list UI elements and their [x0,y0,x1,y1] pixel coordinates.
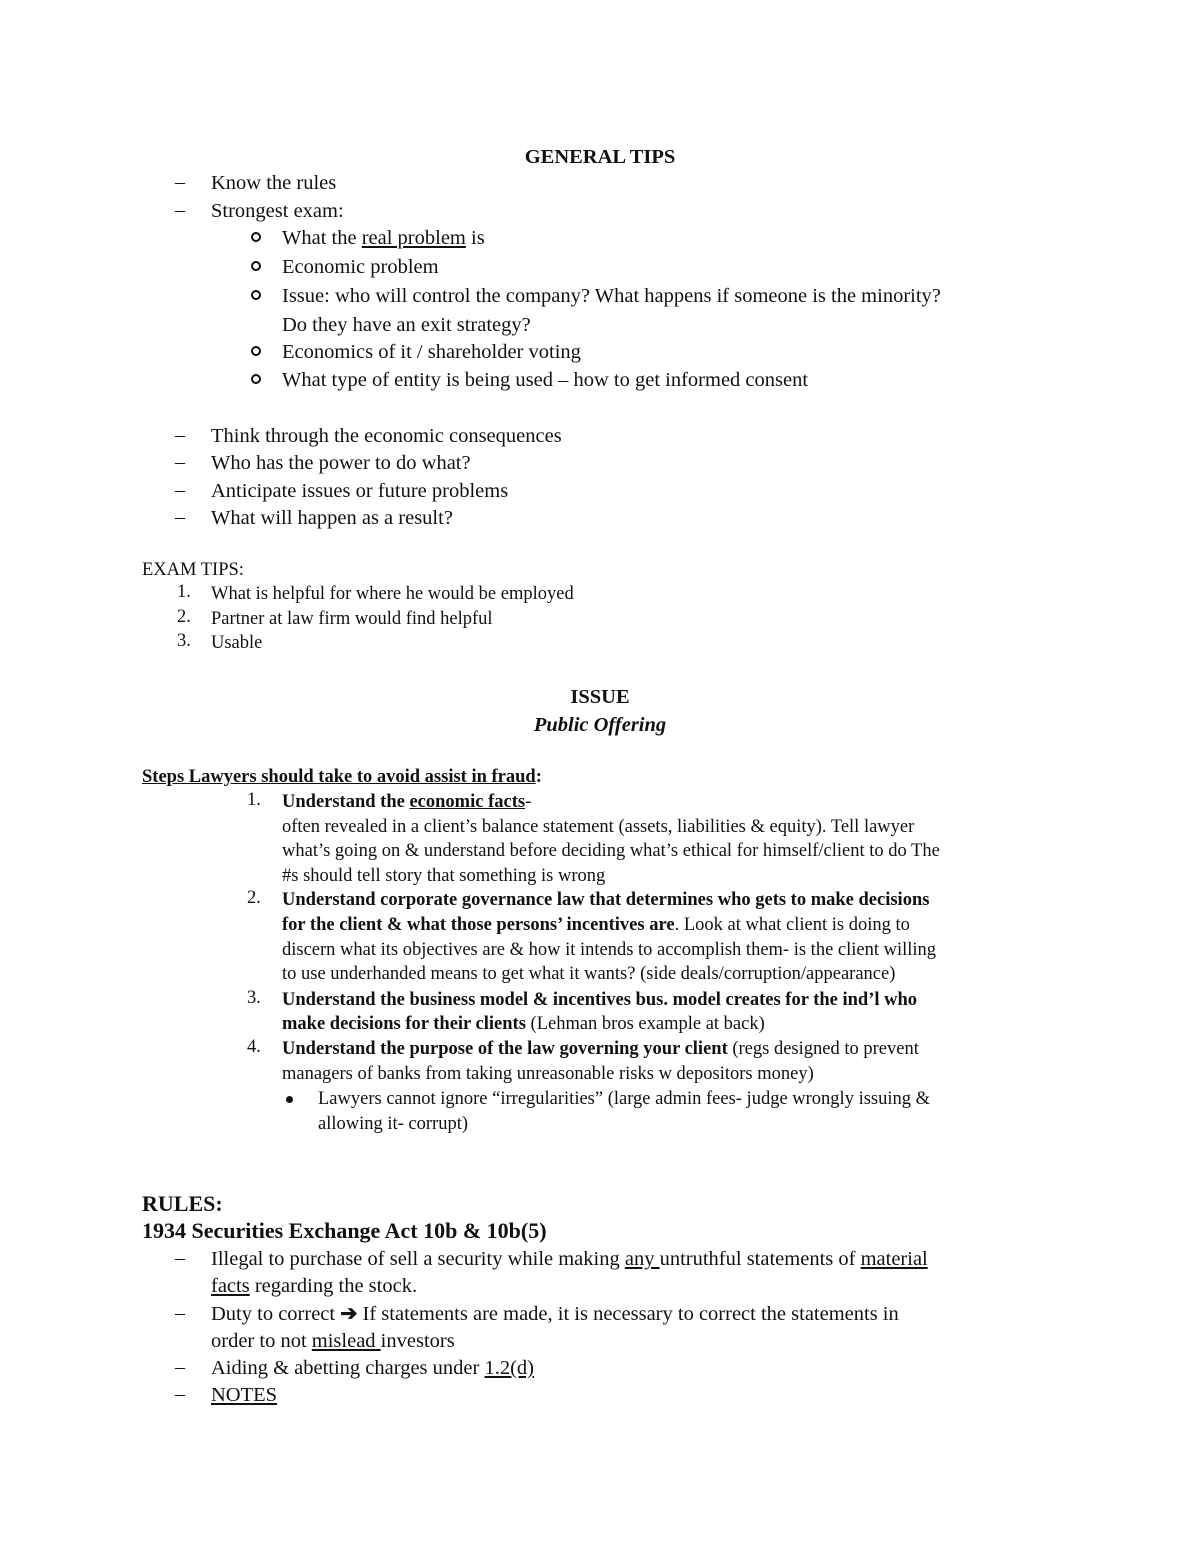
rule-duty-correct-cont: order to not mislead investors [211,1330,455,1352]
dash-bullet: – [175,1383,185,1405]
sub-economics-voting: Economics of it / shareholder voting [282,341,581,363]
step-1-text: what’s going on & understand before deciding what’s ethical for himself/client to do The [282,841,940,861]
tip-know-rules: Know the rules [211,172,337,194]
rule-aiding: Aiding & abetting charges under 1.2(d) [211,1357,534,1379]
sub-entity-type: What type of entity is being used – how to get informed consent [282,369,809,391]
step-1-heading: Understand the economic facts- [282,792,532,812]
step-2-text: discern what its objectives are & how it intends to accomplish them- is the client willing [282,940,937,960]
list-number: 3. [177,631,191,651]
issue-title: ISSUE [570,686,630,708]
dash-bullet: – [175,479,185,501]
rule-illegal-cont: facts regarding the stock. [211,1275,418,1297]
sub-issue-control-cont: Do they have an exit strategy? [282,314,531,336]
dash-bullet: – [175,424,185,446]
step-2-text: to use underhanded means to get what it wants? (side deals/corruption/appearance) [282,964,896,984]
dash-bullet: – [175,171,185,193]
rule-notes-link[interactable]: NOTES [211,1384,278,1406]
sub-economic-problem: Economic problem [282,256,439,278]
step-4-bullet-cont: allowing it- corrupt) [318,1114,469,1134]
bullet-dot-icon [286,1096,293,1103]
circle-bullet-icon [251,232,261,242]
dash-bullet: – [175,451,185,473]
exam-tip-3: Usable [211,633,263,653]
arrow-right-icon: ➔ [340,1303,358,1325]
tip-strongest-exam: Strongest exam: [211,200,344,222]
list-number: 1. [247,790,261,810]
rules-act-heading: 1934 Securities Exchange Act 10b & 10b(5) [142,1218,547,1243]
step-3-text: make decisions for their clients (Lehman bros example at back) [282,1014,765,1034]
circle-bullet-icon [251,290,261,300]
step-2-heading: Understand corporate governance law that determines who gets to make decisions [282,890,930,910]
list-number: 3. [247,988,261,1008]
step-1-text: #s should tell story that something is wrong [282,866,606,886]
step-4-text: managers of banks from taking unreasonable risks w depositors money) [282,1064,814,1084]
rules-label: RULES: [142,1191,223,1216]
issue-subtitle: Public Offering [533,714,667,736]
step-4-bullet: Lawyers cannot ignore “irregularities” (large admin fees- judge wrongly issuing & [318,1089,931,1109]
step-1-text: often revealed in a client’s balance statement (assets, liabilities & equity). Tell lawyer [282,817,915,837]
tip-power: Who has the power to do what? [211,452,471,474]
tip-result: What will happen as a result? [211,507,453,529]
step-2-text: for the client & what those persons’ incentives are. Look at what client is doing to [282,915,910,935]
dash-bullet: – [175,199,185,221]
rule-duty-correct: Duty to correct ➔ If statements are made, it is necessary to correct the statements in [211,1303,899,1325]
general-tips-title: GENERAL TIPS [524,146,676,168]
step-3-heading: Understand the business model & incentives bus. model creates for the ind’l who [282,990,918,1010]
dash-bullet: – [175,1302,185,1324]
sub-issue-control: Issue: who will control the company? What happens if someone is the minority? [282,285,941,307]
dash-bullet: – [175,1356,185,1378]
list-number: 1. [177,582,191,602]
exam-tip-1: What is helpful for where he would be employed [211,584,574,604]
list-number: 4. [247,1037,261,1057]
list-number: 2. [177,607,191,627]
list-number: 2. [247,888,261,908]
dash-bullet: – [175,1247,185,1269]
circle-bullet-icon [251,346,261,356]
tip-economic-consequences: Think through the economic consequences [211,425,562,447]
rule-illegal: Illegal to purchase of sell a security while making any untruthful statements of material [211,1248,928,1270]
sub-real-problem: What the real problem is [282,227,485,249]
step-4-heading: Understand the purpose of the law governing your client (regs designed to prevent [282,1039,919,1059]
exam-tips-label: EXAM TIPS: [142,560,244,580]
circle-bullet-icon [251,374,261,384]
dash-bullet: – [175,506,185,528]
steps-heading: Steps Lawyers should take to avoid assist in fraud: [142,767,542,787]
circle-bullet-icon [251,261,261,271]
tip-anticipate: Anticipate issues or future problems [211,480,509,502]
exam-tip-2: Partner at law firm would find helpful [211,609,493,629]
